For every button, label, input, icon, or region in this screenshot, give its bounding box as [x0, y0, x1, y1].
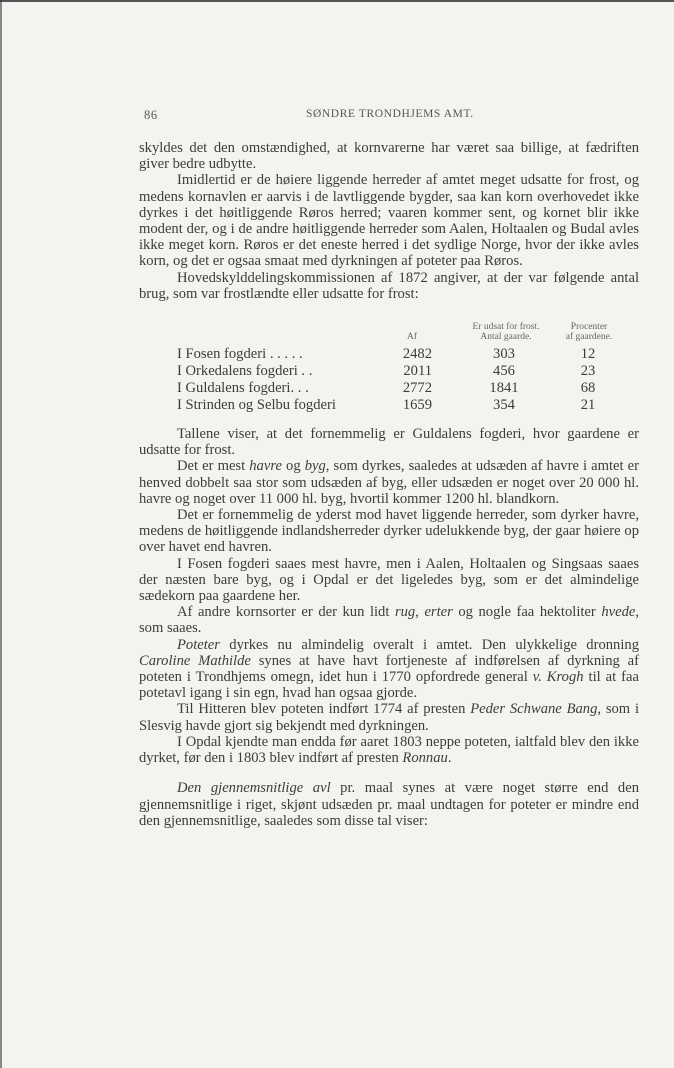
scan-top-edge [0, 0, 674, 2]
af-cell: 2011 [403, 363, 432, 380]
percent-cell: 12 [580, 346, 596, 363]
text-run: I Fosen fogderi saaes mest havre, men i Aalen, Holtaalen og Singsaas saaes der næsten bare byg, og i Opdal er det ligeledes byg, som er det almindelige sædekorn paa gaardene her. [139, 555, 639, 605]
text-run: Tallene viser, at det fornemmelig er Guldalens fogderi, hvor gaardene er udsatte for frost. [139, 426, 639, 459]
percent-cell: 23 [580, 363, 596, 380]
af-cell: 2772 [402, 380, 432, 397]
text-run: Det er fornemmelig de yderst mod havet liggende herreder, som dyrker havre, medens de høitliggende indlandsherreder dyrker udelukkende byg, der gaar høiere op over havet end havren. [139, 507, 639, 556]
text-run: skyldes det den omstændighed, at kornvarerne har været saa billige, at fædriften giver bedre udbytte. [139, 140, 639, 173]
text-run: Til Hitteren blev poteten indført 1774 af presten [177, 701, 471, 718]
district-cell: I Fosen fogderi . . . . . [177, 346, 303, 363]
paragraph [139, 172, 639, 269]
text-run: , som i Slesvig havde gjort sig bekjendt med dyrkningen. [139, 701, 640, 734]
paragraph [139, 701, 639, 733]
text-run: Det er mest [177, 458, 250, 475]
af-cell: 1659 [402, 397, 432, 414]
book-page [139, 108, 639, 829]
paragraph [139, 637, 639, 702]
percent-cell: 21 [580, 397, 596, 414]
italic-term: erter [424, 604, 453, 621]
header-exposed-1: Er udsat for frost. [472, 322, 540, 333]
paragraph [139, 734, 639, 766]
text-run: I Opdal kjendte man endda før aaret 1803 neppe poteten, ialtfald blev den ikke dyrket, før den i 1803 blev indført af presten [139, 733, 639, 767]
text-run: Af andre kornsorter er der kun lidt [177, 604, 395, 621]
text-run: Imidlertid er de høiere liggende herreder af amtet meget udsatte for frost, og medens kornavlen er aarvis i de lavtliggende bygder, saa kan korn overhovedet ikke dyrkes i det høitliggende Røros herred; vaaren kommer sent, og kornet blir ikke modent der, og i de andre høitliggende herreder som Aalen, Holtaalen og Budal avles ikke meget korn. Røros er det eneste herred i det sydlige Norge, hvor der ikke avles korn, og det er ogsaa smaat med dyrkningen af poteter paa Røros. [139, 172, 639, 270]
page-body [139, 140, 639, 829]
italic-term: havre [249, 458, 282, 475]
header-percent-2: af gaardene. [565, 332, 613, 343]
text-run: pr. maal synes at være noget større end den gjennemsnitlige i riget, skjønt udsæden pr. maal undtagen for poteter er mindre end den gjennemsnitlige, saaledes som disse tal viser: [139, 780, 639, 829]
italic-term: v. Krogh [532, 669, 584, 686]
table-row [139, 397, 639, 413]
text-run: . [447, 750, 452, 767]
header-exposed-2: Antal gaarde. [480, 332, 532, 343]
paragraph [139, 426, 639, 458]
paragraph [139, 507, 639, 556]
scan-left-edge [0, 0, 2, 1068]
text-run: , som dyrkes, saaledes at udsæden af havre i amtet er henved dobbelt saa stor som udsæden af byg, eller udsæden er noget over 20 000 hl. havre og noget over 11 000 hl. byg, hvortil kommer 1200 hl. blandkorn. [139, 458, 640, 507]
af-cell: 2482 [402, 346, 432, 363]
text-run: , som saaes. [139, 604, 639, 637]
exposed-cell: 456 [493, 363, 515, 380]
text-run: , [415, 604, 425, 621]
italic-term: byg [304, 458, 326, 475]
header-percent-1: Procenter [570, 322, 608, 333]
district-cell: I Strinden og Selbu fogderi [177, 397, 336, 414]
paragraph [139, 604, 639, 636]
text-run: til at faa potetavl igang i sin egn, hvad han ogsaa gjorde. [139, 669, 639, 702]
italic-term: Peder Schwane Bang [470, 701, 598, 718]
paragraph [139, 458, 639, 507]
paragraphs-after-table [139, 426, 639, 829]
page-number: 86 [144, 108, 158, 122]
text-run: og [281, 458, 305, 475]
running-title: SØNDRE TRONDHJEMS AMT. [306, 108, 474, 120]
exposed-cell: 354 [493, 397, 515, 414]
district-cell: I Orkedalens fogderi . . [177, 363, 313, 380]
frost-table [139, 310, 639, 422]
exposed-cell: 303 [493, 346, 515, 363]
exposed-cell: 1841 [489, 380, 519, 397]
header-af: Af [406, 332, 418, 343]
italic-term: rug [394, 604, 416, 621]
paragraph [139, 270, 639, 302]
percent-cell: 68 [580, 380, 596, 397]
running-header [139, 108, 639, 124]
italic-term: hvede [601, 604, 636, 621]
italic-term: Poteter [177, 636, 220, 653]
text-run: Hovedskylddelingskommissionen af 1872 angiver, at der var følgende antal brug, som var frostlændte eller udsatte for frost: [139, 269, 639, 302]
district-cell: I Guldalens fogderi. . . [177, 380, 309, 397]
paragraphs-before-table [139, 140, 639, 302]
paragraph [139, 140, 639, 172]
table-row [139, 380, 639, 396]
table-row [139, 346, 639, 362]
paragraph [139, 780, 639, 829]
text-run: synes at have havt fortjeneste af indførelsen af dyrkning af poteten i Trondhjems omegn, idet hun i 1770 opfordrede general [139, 652, 639, 686]
italic-term: Ronnau [402, 750, 448, 767]
text-run: dyrkes nu almindelig overalt i amtet. Den ulykkelige dronning [219, 636, 639, 653]
paragraph [139, 556, 639, 605]
italic-term: Caroline Mathilde [139, 652, 251, 669]
text-run: og nogle faa hektoliter [452, 604, 602, 621]
italic-term: Den gjennemsnitlige avl [177, 780, 331, 797]
table-row [139, 363, 639, 379]
